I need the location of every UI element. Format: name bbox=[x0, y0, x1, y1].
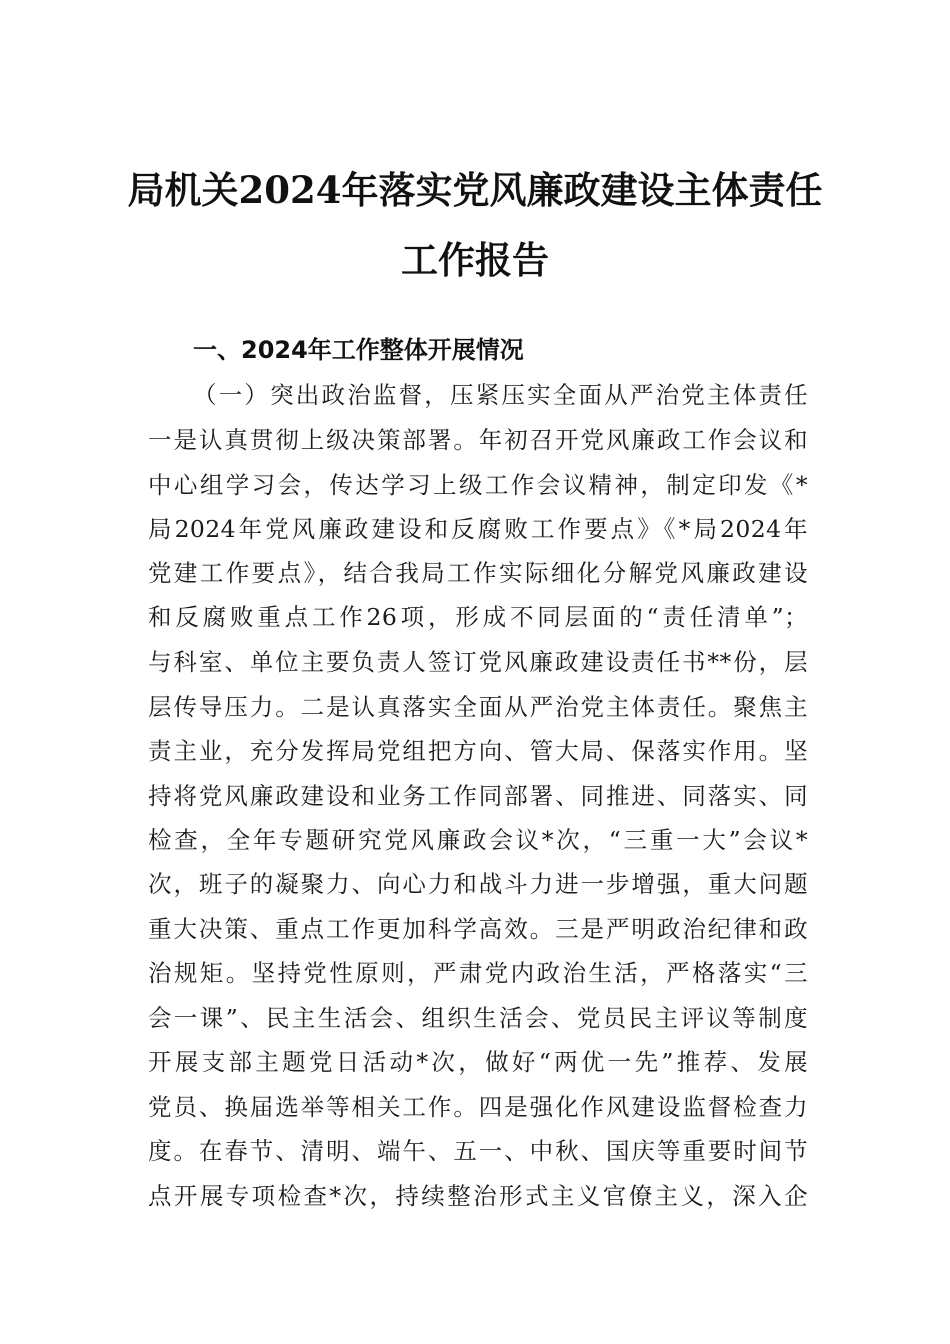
paragraph-line: 和反腐败重点工作26项，形成不同层面的“责任清单”； bbox=[148, 603, 808, 631]
paragraph-line: 会一课”、民主生活会、组织生活会、党员民主评议等制度 bbox=[148, 1004, 808, 1032]
paragraph-line: 度。在春节、清明、端午、五一、中秋、国庆等重要时间节 bbox=[148, 1137, 808, 1165]
subsection-heading: （一）突出政治监督，压紧压实全面从严治党主体责任 bbox=[193, 381, 808, 409]
paragraph-line: 重大决策、重点工作更加科学高效。三是严明政治纪律和政 bbox=[148, 915, 808, 943]
paragraph-line: 层传导压力。二是认真落实全面从严治党主体责任。聚焦主 bbox=[148, 693, 808, 721]
section-heading: 一、2024年工作整体开展情况 bbox=[193, 336, 524, 364]
paragraph-line: 检查，全年专题研究党风廉政会议*次，“三重一大”会议* bbox=[148, 826, 808, 854]
paragraph-line: 党员、换届选举等相关工作。四是强化作风建设监督检查力 bbox=[148, 1093, 808, 1121]
paragraph-line: 点开展专项检查*次，持续整治形式主义官僚主义，深入企 bbox=[148, 1182, 808, 1210]
paragraph-line: 责主业，充分发挥局党组把方向、管大局、保落实作用。坚 bbox=[148, 737, 808, 765]
paragraph-line: 治规矩。坚持党性原则，严肃党内政治生活，严格落实“三 bbox=[148, 959, 808, 987]
paragraph-line: 一是认真贯彻上级决策部署。年初召开党风廉政工作会议和 bbox=[148, 426, 808, 454]
paragraph-line: 次，班子的凝聚力、向心力和战斗力进一步增强，重大问题 bbox=[148, 870, 808, 898]
document-title-line-2: 工作报告 bbox=[401, 238, 549, 282]
paragraph-line: 党建工作要点》，结合我局工作实际细化分解党风廉政建设 bbox=[148, 559, 808, 587]
paragraph-line: 中心组学习会，传达学习上级工作会议精神，制定印发《* bbox=[148, 471, 808, 499]
paragraph-line: 持将党风廉政建设和业务工作同部署、同推进、同落实、同 bbox=[148, 782, 808, 810]
paragraph-line: 局2024年党风廉政建设和反腐败工作要点》《*局2024年 bbox=[148, 515, 808, 543]
document-title-line-1: 局机关2024年落实党风廉政建设主体责任 bbox=[127, 168, 823, 212]
paragraph-line: 开展支部主题党日活动*次，做好“两优一先”推荐、发展 bbox=[148, 1048, 808, 1076]
paragraph-line: 与科室、单位主要负责人签订党风廉政建设责任书**份，层 bbox=[148, 648, 808, 676]
